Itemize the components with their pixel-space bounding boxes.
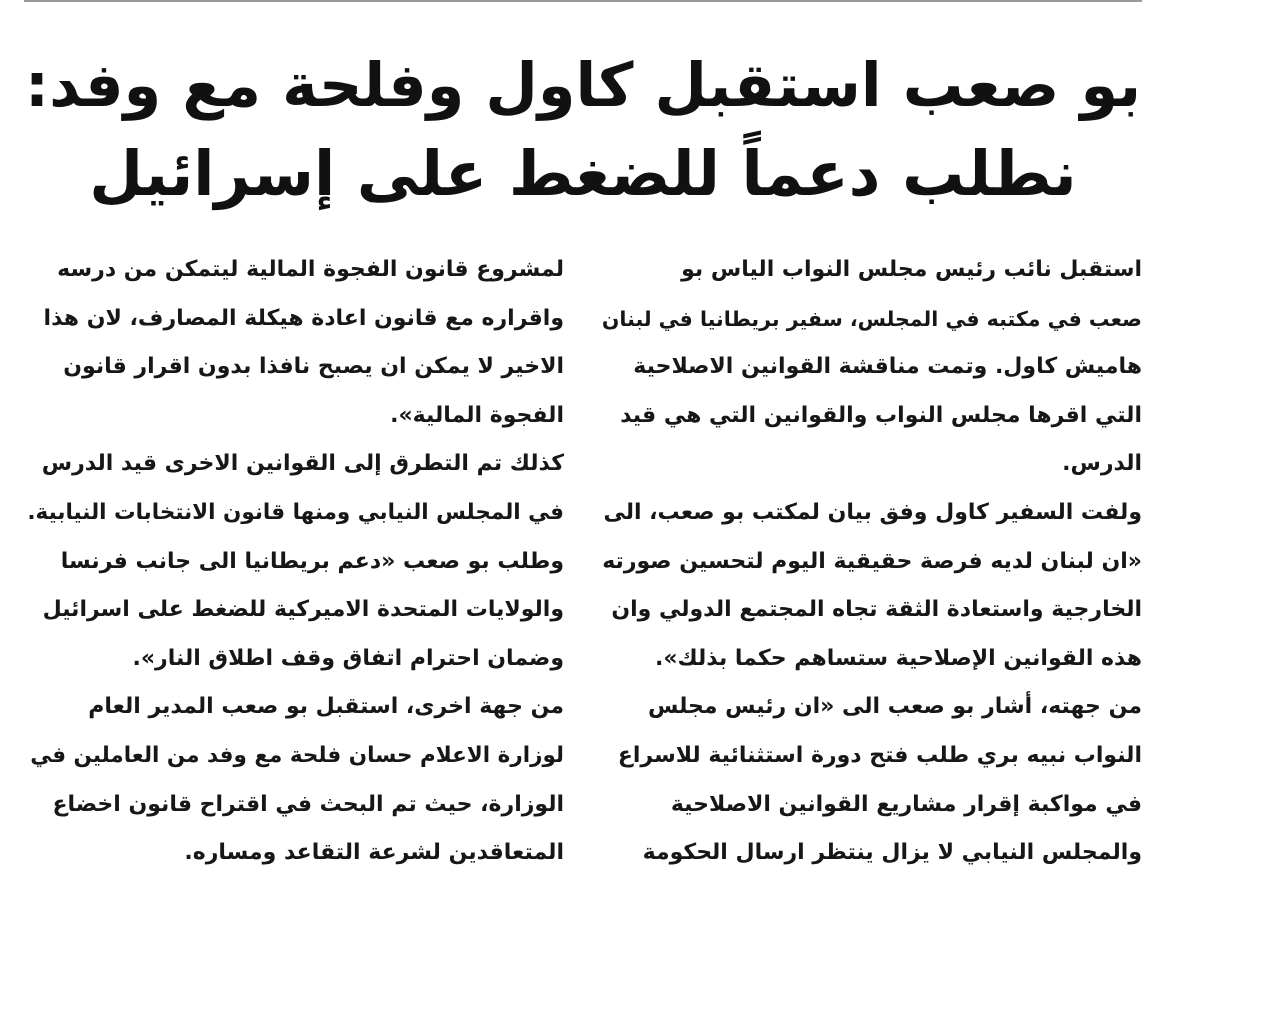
body-line: الدرس. xyxy=(1062,451,1142,477)
body-line: هذه القوانين الإصلاحية ستساهم حكما بذلك». xyxy=(654,645,1142,671)
top-divider xyxy=(24,0,1142,2)
body-line: وضمان احترام اتفاق وقف اطلاق النار». xyxy=(132,645,564,671)
body-line: والولايات المتحدة الاميركية للضغط على اسرائيل xyxy=(42,597,564,623)
body-line: وطلب بو صعب «دعم بريطانيا الى جانب فرنسا xyxy=(60,548,564,574)
headline-line-2: نطلب دعماً للضغط على إسرائيل xyxy=(89,137,1077,210)
article-column-right xyxy=(602,246,1142,878)
body-line: ولفت السفير كاول وفق بيان لمكتب بو صعب، الى xyxy=(603,499,1142,525)
body-line: الفجوة المالية». xyxy=(390,402,564,428)
body-line: لوزارة الاعلام حسان فلحة مع وفد من العاملين في xyxy=(30,742,564,768)
body-line: النواب نبيه بري طلب فتح دورة استثنائية للاسراع xyxy=(617,742,1142,768)
body-line: التي اقرها مجلس النواب والقوانين التي هي قيد xyxy=(620,402,1142,428)
body-line: الوزارة، حيث تم البحث في اقتراح قانون اخضاع xyxy=(52,791,564,817)
body-line: صعب في مكتبه في المجلس، سفير بريطانيا في لبنان xyxy=(601,306,1142,331)
body-line: في المجلس النيابي ومنها قانون الانتخابات النيابية. xyxy=(27,499,564,525)
body-line: من جهته، أشار بو صعب الى «ان رئيس مجلس xyxy=(647,694,1142,720)
body-line: هاميش كاول. وتمت مناقشة القوانين الاصلاحية xyxy=(633,354,1142,380)
body-line: من جهة اخرى، استقبل بو صعب المدير العام xyxy=(88,694,564,720)
article-column-left xyxy=(24,246,564,878)
body-line: في مواكبة إقرار مشاريع القوانين الاصلاحية xyxy=(670,791,1142,817)
body-line: كذلك تم التطرق إلى القوانين الاخرى قيد الدرس xyxy=(41,451,564,477)
body-line: المتعاقدين لشرعة التقاعد ومساره. xyxy=(184,840,564,866)
body-line: والمجلس النيابي لا يزال ينتظر ارسال الحكومة xyxy=(642,840,1142,866)
body-line: «ان لبنان لديه فرصة حقيقية اليوم لتحسين صورته xyxy=(602,548,1142,574)
body-line: واقراره مع قانون اعادة هيكلة المصارف، لان هذا xyxy=(43,305,564,331)
body-line: الاخير لا يمكن ان يصبح نافذا بدون اقرار قانون xyxy=(63,354,564,380)
body-line: الخارجية واستعادة الثقة تجاه المجتمع الدولي وان xyxy=(611,597,1142,623)
article-headline xyxy=(24,42,1142,218)
body-line: استقبل نائب رئيس مجلس النواب الياس بو xyxy=(681,257,1142,282)
body-line: لمشروع قانون الفجوة المالية ليتمكن من درسه xyxy=(57,257,564,282)
headline-line-1: بو صعب استقبل كاول وفلحة مع وفد: xyxy=(24,51,1142,121)
